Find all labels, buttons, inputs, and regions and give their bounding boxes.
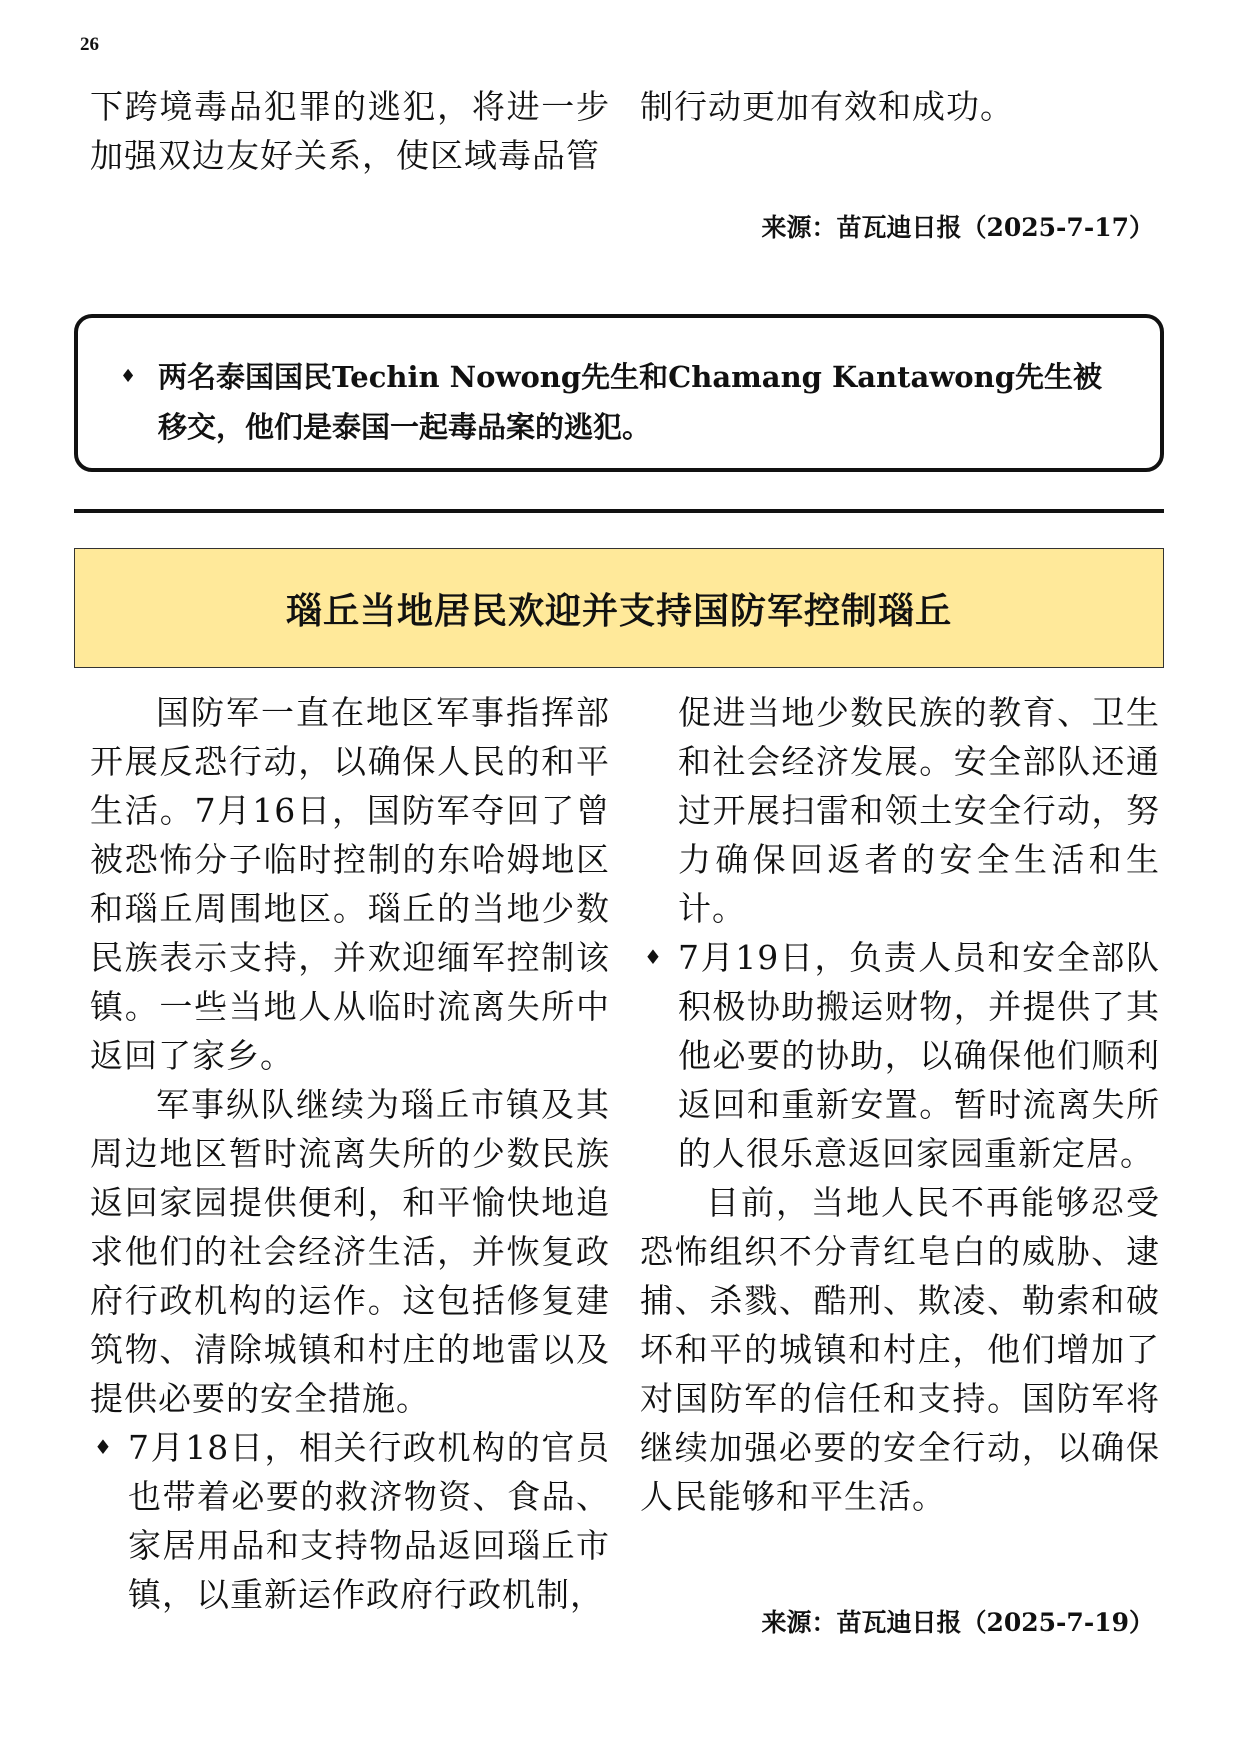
bullet-item-1 [90,1423,610,1619]
top-left-column [90,82,610,180]
bullet-item-1-text: 7月18日，相关行政机构的官员也带着必要的救济物资、食品、家居用品和支持物品返回瑙丘市镇，以重新运作政府行政机制， [128,1428,610,1614]
article-title: 瑙丘当地居民欢迎并支持国防军控制瑙丘 [285,589,952,632]
article-title-box [74,548,1164,668]
article-paragraph-1: 国防军一直在地区军事指挥部开展反恐行动，以确保人民的和平生活。7月16日，国防军夺回了曾被恐怖分子临时控制的东哈姆地区和瑙丘周围地区。瑙丘的当地少数民族表示支持，并欢迎缅军控制该镇。一些当地人从临时流离失所中返回了家乡。 [90,693,610,1075]
highlight-box [74,314,1164,472]
bullet-diamond-icon: ♦ [644,945,663,969]
bullet-item-1-continued-text: 促进当地少数民族的教育、卫生和社会经济发展。安全部队还通过开展扫雷和领土安全行动，努力确保回返者的安全生活和生计。 [678,693,1160,928]
source-line-2: 来源：苗瓦迪日报（2025-7-19） [761,1608,1154,1637]
article-left-column [90,688,610,1619]
bullet-diamond-icon: ♦ [120,366,137,387]
top-right-text: 制行动更加有效和成功。 [640,87,1014,126]
highlight-item [120,352,1130,452]
bullet-diamond-icon: ♦ [94,1435,113,1459]
section-divider [74,509,1164,513]
highlight-text: 两名泰国国民Techin Nowong先生和Chamang Kantawong先生被移交，他们是泰国一起毒品案的逃犯。 [158,360,1102,444]
bullet-item-1-continued [640,688,1160,933]
top-right-column [640,82,1160,131]
source-line-1: 来源：苗瓦迪日报（2025-7-17） [761,213,1154,242]
top-left-text: 下跨境毒品犯罪的逃犯，将进一步加强双边友好关系，使区域毒品管 [90,87,610,175]
article-paragraph-2: 军事纵队继续为瑙丘市镇及其周边地区暂时流离失所的少数民族返回家园提供便利，和平愉快地追求他们的社会经济生活，并恢复政府行政机构的运作。这包括修复建筑物、清除城镇和村庄的地雷以及提供必要的安全措施。 [90,1085,610,1418]
article-right-column [640,688,1160,1521]
page-number: 26 [80,34,99,55]
bullet-item-2 [640,933,1160,1178]
article-paragraph-3: 目前，当地人民不再能够忍受恐怖组织不分青红皂白的威胁、逮捕、杀戮、酷刑、欺凌、勒索和破坏和平的城镇和村庄，他们增加了对国防军的信任和支持。国防军将继续加强必要的安全行动，以确保人民能够和平生活。 [640,1183,1160,1516]
bullet-item-2-text: 7月19日，负责人员和安全部队积极协助搬运财物，并提供了其他必要的协助，以确保他们顺利返回和重新安置。暂时流离失所的人很乐意返回家园重新定居。 [678,938,1160,1173]
